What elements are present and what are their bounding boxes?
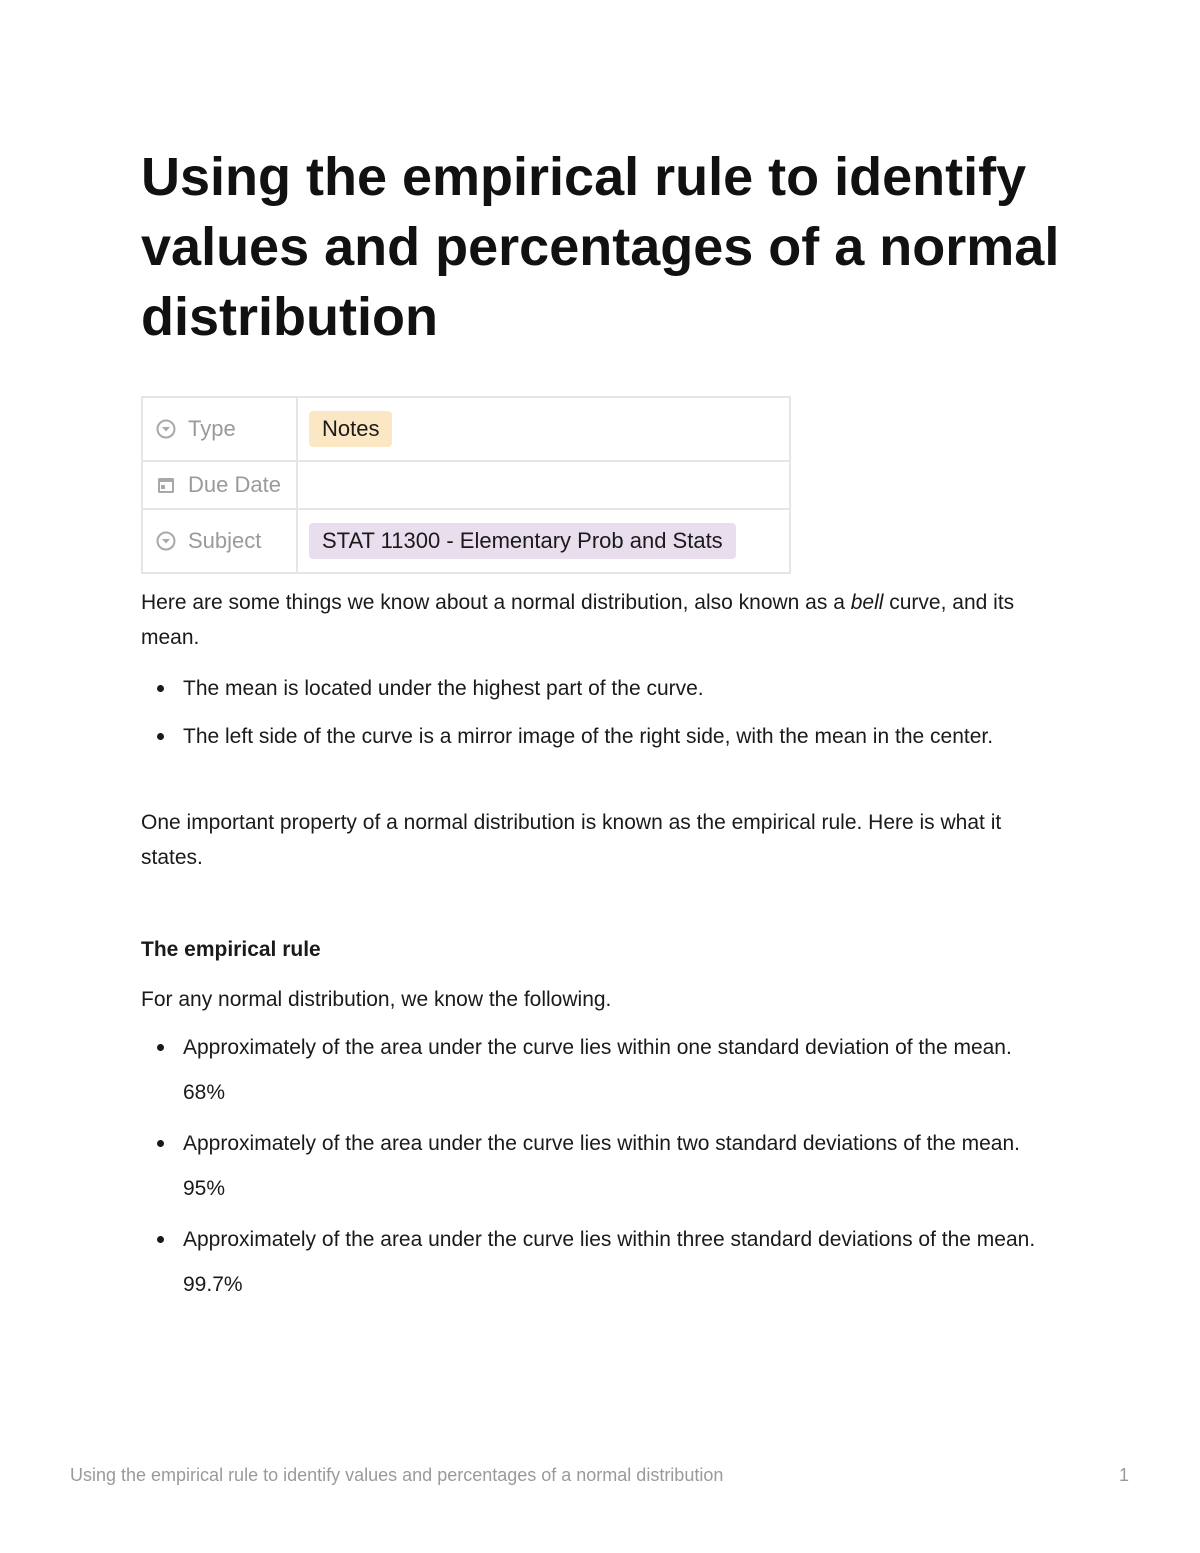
property-row-subject [142, 509, 790, 573]
rule-text: Approximately of the area under the curve lies within one standard deviation of the mean. [183, 1036, 1012, 1059]
property-row-type [142, 397, 790, 461]
page-title: Using the empirical rule to identify values and percentages of a normal distribution [141, 147, 1060, 347]
list-item: The mean is located under the highest part of the curve. [141, 671, 1061, 706]
section-heading: The empirical rule [141, 938, 321, 961]
property-row-due-date [142, 461, 790, 509]
rule-percentage: 99.7% [183, 1273, 243, 1296]
rule-percentage: 95% [183, 1177, 226, 1200]
rules-list [141, 1030, 1061, 1302]
select-icon [156, 531, 176, 551]
page-number: 1 [1118, 1465, 1129, 1485]
property-key-type: Type [188, 416, 236, 441]
property-paragraph: One important property of a normal distribution is known as the empirical rule. Here is what it states. [141, 811, 1002, 869]
bell-emphasis: bell [850, 591, 884, 614]
rule-text: Approximately of the area under the curve lies within two standard deviations of the mean. [183, 1132, 1020, 1155]
calendar-icon [156, 475, 176, 495]
type-tag[interactable]: Notes [309, 411, 392, 447]
properties-table [141, 396, 791, 574]
list-item [141, 1222, 1061, 1302]
property-key-due-date: Due Date [188, 472, 281, 497]
list-item [141, 1030, 1061, 1110]
intro-paragraph: Here are some things we know about a normal distribution, also known as a bell curve, and its mean. [141, 591, 1015, 649]
subject-tag[interactable]: STAT 11300 - Elementary Prob and Stats [309, 523, 736, 559]
mean-facts-list [141, 671, 1061, 754]
page-footer: Using the empirical rule to identify values and percentages of a normal distribution [70, 1465, 724, 1485]
property-key-subject: Subject [188, 528, 262, 553]
rule-text: Approximately of the area under the curve lies within three standard deviations of the mean. [183, 1228, 1036, 1251]
rule-intro: For any normal distribution, we know the following. [141, 988, 612, 1011]
select-icon [156, 419, 176, 439]
list-item [141, 1126, 1061, 1206]
rule-percentage: 68% [183, 1081, 226, 1104]
list-item: The left side of the curve is a mirror image of the right side, with the mean in the center. [141, 719, 1061, 754]
